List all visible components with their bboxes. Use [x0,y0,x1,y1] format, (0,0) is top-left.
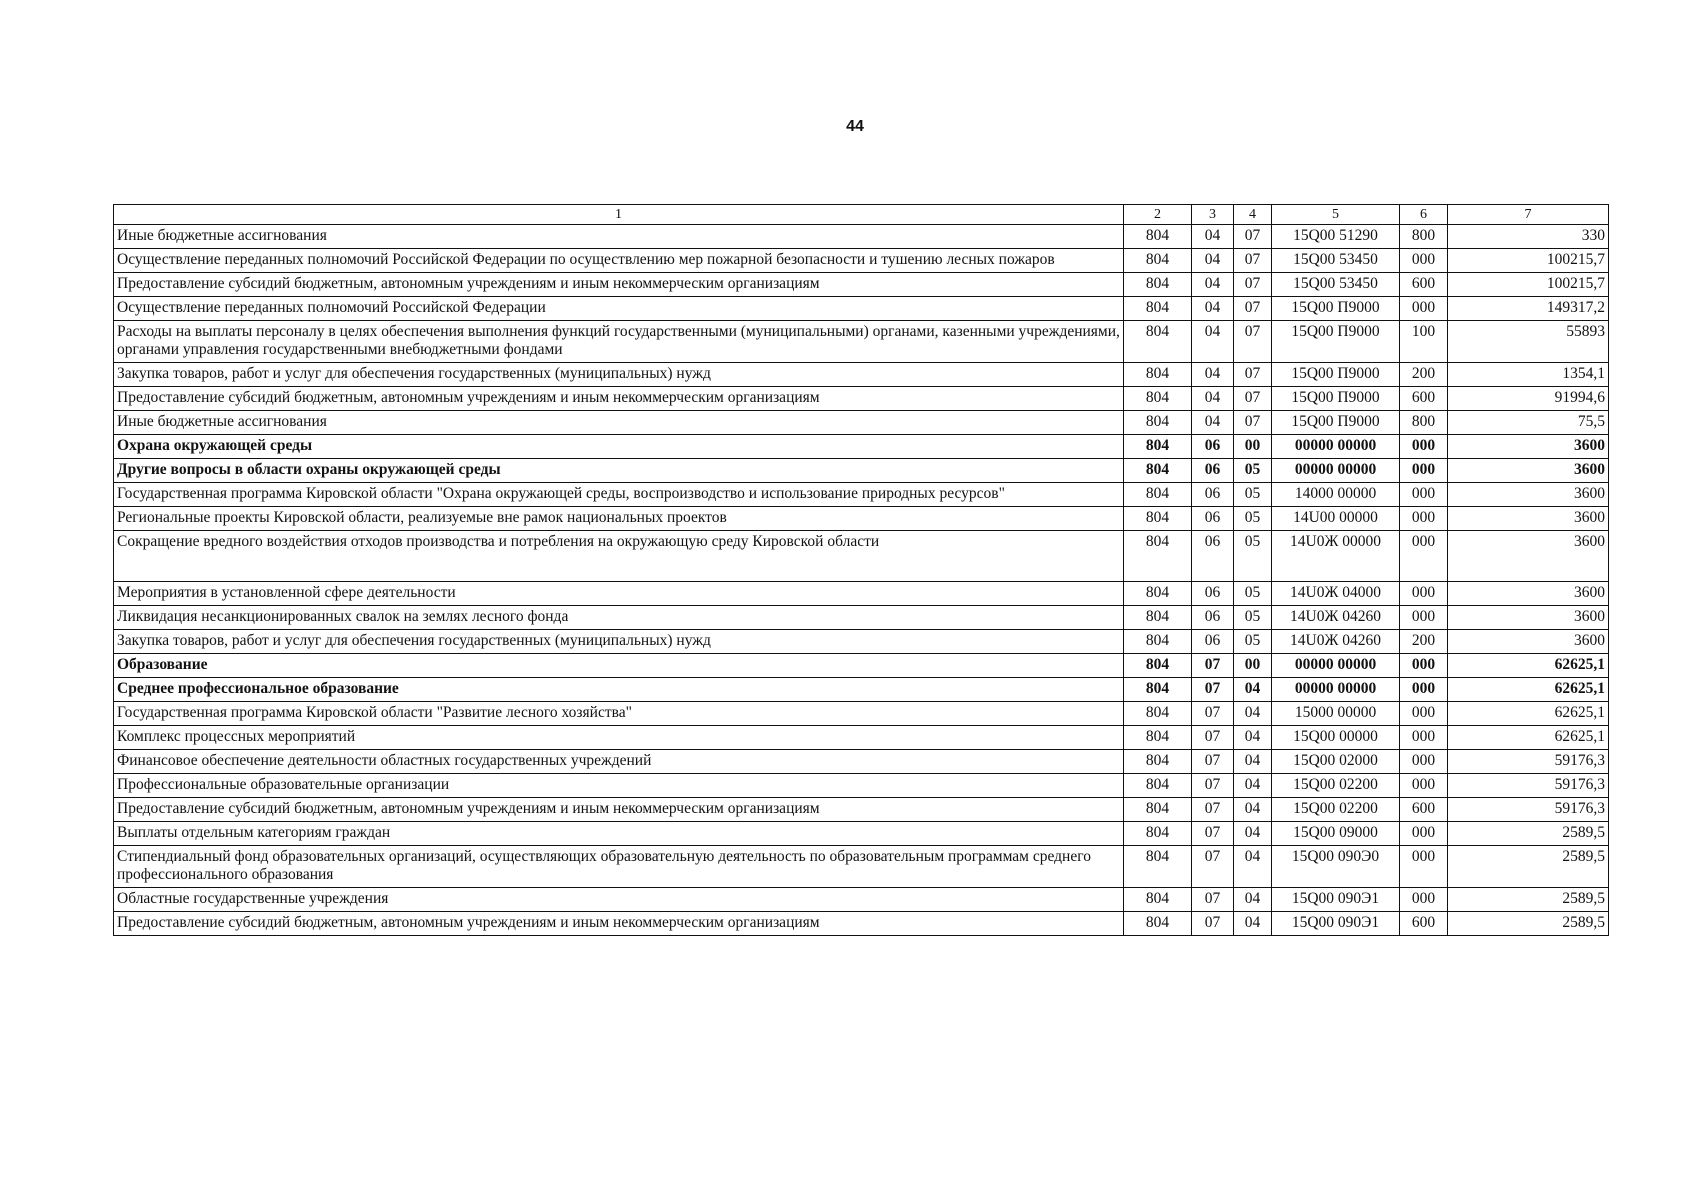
table-row [114,435,1609,459]
subsection-code-cell: 07 [1234,363,1272,387]
amount-cell: 75,5 [1448,411,1609,435]
section-code-cell: 06 [1192,507,1234,531]
row-name-cell: Расходы на выплаты персоналу в целях обеспечения выполнения функций государственными (муниципальными) органами, казенными учреждениями, органами управления государственными внебюджетными фондами [114,321,1124,363]
amount-cell: 62625,1 [1448,702,1609,726]
ministry-code-cell: 804 [1124,606,1192,630]
amount-cell: 100215,7 [1448,273,1609,297]
ministry-code-cell: 804 [1124,630,1192,654]
ministry-code-cell: 804 [1124,912,1192,936]
table-row [114,798,1609,822]
ministry-code-cell: 804 [1124,774,1192,798]
amount-cell: 62625,1 [1448,726,1609,750]
expense-type-cell: 000 [1400,846,1448,888]
table-row [114,888,1609,912]
target-article-cell: 15Q00 02000 [1272,750,1400,774]
ministry-code-cell: 804 [1124,726,1192,750]
amount-cell: 2589,5 [1448,846,1609,888]
expense-type-cell: 000 [1400,507,1448,531]
amount-cell: 3600 [1448,459,1609,483]
expense-type-cell: 600 [1400,273,1448,297]
table-row [114,249,1609,273]
column-header: 7 [1448,205,1609,225]
subsection-code-cell: 04 [1234,702,1272,726]
expense-type-cell: 000 [1400,459,1448,483]
section-code-cell: 04 [1192,363,1234,387]
ministry-code-cell: 804 [1124,249,1192,273]
amount-cell: 2589,5 [1448,912,1609,936]
section-code-cell: 06 [1192,582,1234,606]
target-article-cell: 14U0Ж 04260 [1272,630,1400,654]
section-code-cell: 04 [1192,273,1234,297]
subsection-code-cell: 07 [1234,249,1272,273]
row-name-cell: Региональные проекты Кировской области, реализуемые вне рамок национальных проектов [114,507,1124,531]
target-article-cell: 15Q00 П9000 [1272,387,1400,411]
target-article-cell: 14000 00000 [1272,483,1400,507]
expense-type-cell: 000 [1400,297,1448,321]
row-name-cell: Закупка товаров, работ и услуг для обеспечения государственных (муниципальных) нужд [114,363,1124,387]
ministry-code-cell: 804 [1124,702,1192,726]
ministry-code-cell: 804 [1124,888,1192,912]
subsection-code-cell: 05 [1234,483,1272,507]
amount-cell: 149317,2 [1448,297,1609,321]
amount-cell: 3600 [1448,483,1609,507]
ministry-code-cell: 804 [1124,798,1192,822]
amount-cell: 91994,6 [1448,387,1609,411]
expense-type-cell: 000 [1400,606,1448,630]
subsection-code-cell: 04 [1234,912,1272,936]
table-row [114,531,1609,582]
expense-type-cell: 200 [1400,363,1448,387]
section-code-cell: 04 [1192,387,1234,411]
ministry-code-cell: 804 [1124,678,1192,702]
row-name-cell: Другие вопросы в области охраны окружающей среды [114,459,1124,483]
row-name-cell: Стипендиальный фонд образовательных организаций, осуществляющих образовательную деятельность по образовательным программам среднего профессионального образования [114,846,1124,888]
target-article-cell: 15Q00 090Э0 [1272,846,1400,888]
column-header: 2 [1124,205,1192,225]
row-name-cell: Комплекс процессных мероприятий [114,726,1124,750]
target-article-cell: 15Q00 02200 [1272,774,1400,798]
section-code-cell: 06 [1192,531,1234,582]
table-row [114,297,1609,321]
row-name-cell: Финансовое обеспечение деятельности областных государственных учреждений [114,750,1124,774]
row-name-cell: Выплаты отдельным категориям граждан [114,822,1124,846]
subsection-code-cell: 05 [1234,582,1272,606]
subsection-code-cell: 05 [1234,531,1272,582]
section-code-cell: 07 [1192,774,1234,798]
column-header: 5 [1272,205,1400,225]
ministry-code-cell: 804 [1124,363,1192,387]
section-code-cell: 07 [1192,750,1234,774]
target-article-cell: 15Q00 09000 [1272,822,1400,846]
section-code-cell: 04 [1192,321,1234,363]
row-name-cell: Осуществление переданных полномочий Российской Федерации [114,297,1124,321]
expense-type-cell: 000 [1400,531,1448,582]
target-article-cell: 00000 00000 [1272,654,1400,678]
section-code-cell: 07 [1192,678,1234,702]
row-name-cell: Предоставление субсидий бюджетным, автономным учреждениям и иным некоммерческим организациям [114,912,1124,936]
table-row [114,387,1609,411]
expense-type-cell: 600 [1400,387,1448,411]
ministry-code-cell: 804 [1124,531,1192,582]
expense-type-cell: 200 [1400,630,1448,654]
ministry-code-cell: 804 [1124,654,1192,678]
ministry-code-cell: 804 [1124,297,1192,321]
section-code-cell: 06 [1192,435,1234,459]
budget-table [113,204,1609,936]
expense-type-cell: 000 [1400,654,1448,678]
target-article-cell: 00000 00000 [1272,435,1400,459]
table-body [114,225,1609,936]
ministry-code-cell: 804 [1124,411,1192,435]
ministry-code-cell: 804 [1124,750,1192,774]
section-code-cell: 07 [1192,702,1234,726]
section-code-cell: 06 [1192,459,1234,483]
table-row [114,726,1609,750]
expense-type-cell: 000 [1400,435,1448,459]
amount-cell: 62625,1 [1448,678,1609,702]
target-article-cell: 14U0Ж 04260 [1272,606,1400,630]
subsection-code-cell: 07 [1234,225,1272,249]
row-name-cell: Образование [114,654,1124,678]
ministry-code-cell: 804 [1124,435,1192,459]
table-row [114,411,1609,435]
section-code-cell: 07 [1192,846,1234,888]
amount-cell: 59176,3 [1448,798,1609,822]
subsection-code-cell: 07 [1234,411,1272,435]
target-article-cell: 00000 00000 [1272,459,1400,483]
amount-cell: 3600 [1448,606,1609,630]
expense-type-cell: 000 [1400,888,1448,912]
subsection-code-cell: 04 [1234,726,1272,750]
table-row [114,846,1609,888]
table-row [114,774,1609,798]
row-name-cell: Профессиональные образовательные организации [114,774,1124,798]
section-code-cell: 07 [1192,726,1234,750]
row-name-cell: Предоставление субсидий бюджетным, автономным учреждениям и иным некоммерческим организациям [114,798,1124,822]
subsection-code-cell: 04 [1234,774,1272,798]
ministry-code-cell: 804 [1124,846,1192,888]
column-header: 1 [114,205,1124,225]
subsection-code-cell: 07 [1234,297,1272,321]
expense-type-cell: 600 [1400,798,1448,822]
section-code-cell: 04 [1192,249,1234,273]
subsection-code-cell: 04 [1234,678,1272,702]
ministry-code-cell: 804 [1124,321,1192,363]
ministry-code-cell: 804 [1124,459,1192,483]
target-article-cell: 15Q00 02200 [1272,798,1400,822]
table-row [114,702,1609,726]
amount-cell: 62625,1 [1448,654,1609,678]
subsection-code-cell: 07 [1234,321,1272,363]
amount-cell: 1354,1 [1448,363,1609,387]
table-row [114,912,1609,936]
table-row [114,483,1609,507]
table-row [114,582,1609,606]
expense-type-cell: 000 [1400,726,1448,750]
table-row [114,678,1609,702]
expense-type-cell: 800 [1400,225,1448,249]
target-article-cell: 15Q00 53450 [1272,249,1400,273]
expense-type-cell: 000 [1400,822,1448,846]
table-row [114,225,1609,249]
row-name-cell: Охрана окружающей среды [114,435,1124,459]
table-row [114,630,1609,654]
target-article-cell: 15Q00 090Э1 [1272,912,1400,936]
row-name-cell: Предоставление субсидий бюджетным, автономным учреждениям и иным некоммерческим организациям [114,273,1124,297]
section-code-cell: 07 [1192,888,1234,912]
table-row [114,507,1609,531]
section-code-cell: 06 [1192,483,1234,507]
amount-cell: 2589,5 [1448,822,1609,846]
row-name-cell: Иные бюджетные ассигнования [114,225,1124,249]
column-header: 6 [1400,205,1448,225]
table-row [114,750,1609,774]
section-code-cell: 07 [1192,798,1234,822]
expense-type-cell: 100 [1400,321,1448,363]
page-number: 44 [846,118,864,135]
row-name-cell: Сокращение вредного воздействия отходов производства и потребления на окружающую среду Кировской области [114,531,1124,582]
row-name-cell: Осуществление переданных полномочий Российской Федерации по осуществлению мер пожарной безопасности и тушению лесных пожаров [114,249,1124,273]
column-header: 4 [1234,205,1272,225]
amount-cell: 3600 [1448,507,1609,531]
table-row [114,273,1609,297]
expense-type-cell: 000 [1400,774,1448,798]
target-article-cell: 15Q00 51290 [1272,225,1400,249]
row-name-cell: Мероприятия в установленной сфере деятельности [114,582,1124,606]
section-code-cell: 04 [1192,297,1234,321]
row-name-cell: Государственная программа Кировской области "Охрана окружающей среды, воспроизводство и использование природных ресурсов" [114,483,1124,507]
subsection-code-cell: 00 [1234,435,1272,459]
amount-cell: 2589,5 [1448,888,1609,912]
subsection-code-cell: 05 [1234,459,1272,483]
row-name-cell: Ликвидация несанкционированных свалок на землях лесного фонда [114,606,1124,630]
subsection-code-cell: 04 [1234,798,1272,822]
ministry-code-cell: 804 [1124,822,1192,846]
amount-cell: 3600 [1448,531,1609,582]
section-code-cell: 07 [1192,654,1234,678]
expense-type-cell: 600 [1400,912,1448,936]
target-article-cell: 15Q00 П9000 [1272,363,1400,387]
expense-type-cell: 000 [1400,582,1448,606]
subsection-code-cell: 05 [1234,507,1272,531]
row-name-cell: Государственная программа Кировской области "Развитие лесного хозяйства" [114,702,1124,726]
amount-cell: 55893 [1448,321,1609,363]
target-article-cell: 15Q00 П9000 [1272,411,1400,435]
row-name-cell: Закупка товаров, работ и услуг для обеспечения государственных (муниципальных) нужд [114,630,1124,654]
amount-cell: 3600 [1448,582,1609,606]
section-code-cell: 06 [1192,630,1234,654]
amount-cell: 3600 [1448,435,1609,459]
ministry-code-cell: 804 [1124,225,1192,249]
amount-cell: 330 [1448,225,1609,249]
section-code-cell: 07 [1192,912,1234,936]
expense-type-cell: 000 [1400,678,1448,702]
target-article-cell: 15Q00 090Э1 [1272,888,1400,912]
section-code-cell: 07 [1192,822,1234,846]
section-code-cell: 04 [1192,225,1234,249]
expense-type-cell: 000 [1400,483,1448,507]
row-name-cell: Областные государственные учреждения [114,888,1124,912]
subsection-code-cell: 05 [1234,606,1272,630]
ministry-code-cell: 804 [1124,483,1192,507]
table-row [114,363,1609,387]
subsection-code-cell: 04 [1234,888,1272,912]
target-article-cell: 15000 00000 [1272,702,1400,726]
amount-cell: 3600 [1448,630,1609,654]
amount-cell: 59176,3 [1448,774,1609,798]
subsection-code-cell: 07 [1234,273,1272,297]
subsection-code-cell: 04 [1234,822,1272,846]
subsection-code-cell: 04 [1234,750,1272,774]
subsection-code-cell: 04 [1234,846,1272,888]
ministry-code-cell: 804 [1124,582,1192,606]
target-article-cell: 14U0Ж 04000 [1272,582,1400,606]
target-article-cell: 15Q00 П9000 [1272,297,1400,321]
table-header-row [114,205,1609,225]
expense-type-cell: 800 [1400,411,1448,435]
target-article-cell: 15Q00 53450 [1272,273,1400,297]
ministry-code-cell: 804 [1124,273,1192,297]
amount-cell: 59176,3 [1448,750,1609,774]
expense-type-cell: 000 [1400,249,1448,273]
row-name-cell: Иные бюджетные ассигнования [114,411,1124,435]
target-article-cell: 00000 00000 [1272,678,1400,702]
table-row [114,321,1609,363]
ministry-code-cell: 804 [1124,387,1192,411]
section-code-cell: 06 [1192,606,1234,630]
table-row [114,654,1609,678]
ministry-code-cell: 804 [1124,507,1192,531]
row-name-cell: Среднее профессиональное образование [114,678,1124,702]
expense-type-cell: 000 [1400,750,1448,774]
subsection-code-cell: 00 [1234,654,1272,678]
target-article-cell: 15Q00 П9000 [1272,321,1400,363]
table-row [114,606,1609,630]
subsection-code-cell: 07 [1234,387,1272,411]
target-article-cell: 15Q00 00000 [1272,726,1400,750]
expense-type-cell: 000 [1400,702,1448,726]
table-row [114,822,1609,846]
target-article-cell: 14U0Ж 00000 [1272,531,1400,582]
column-header: 3 [1192,205,1234,225]
section-code-cell: 04 [1192,411,1234,435]
subsection-code-cell: 05 [1234,630,1272,654]
row-name-cell: Предоставление субсидий бюджетным, автономным учреждениям и иным некоммерческим организациям [114,387,1124,411]
target-article-cell: 14U00 00000 [1272,507,1400,531]
table-row [114,459,1609,483]
amount-cell: 100215,7 [1448,249,1609,273]
